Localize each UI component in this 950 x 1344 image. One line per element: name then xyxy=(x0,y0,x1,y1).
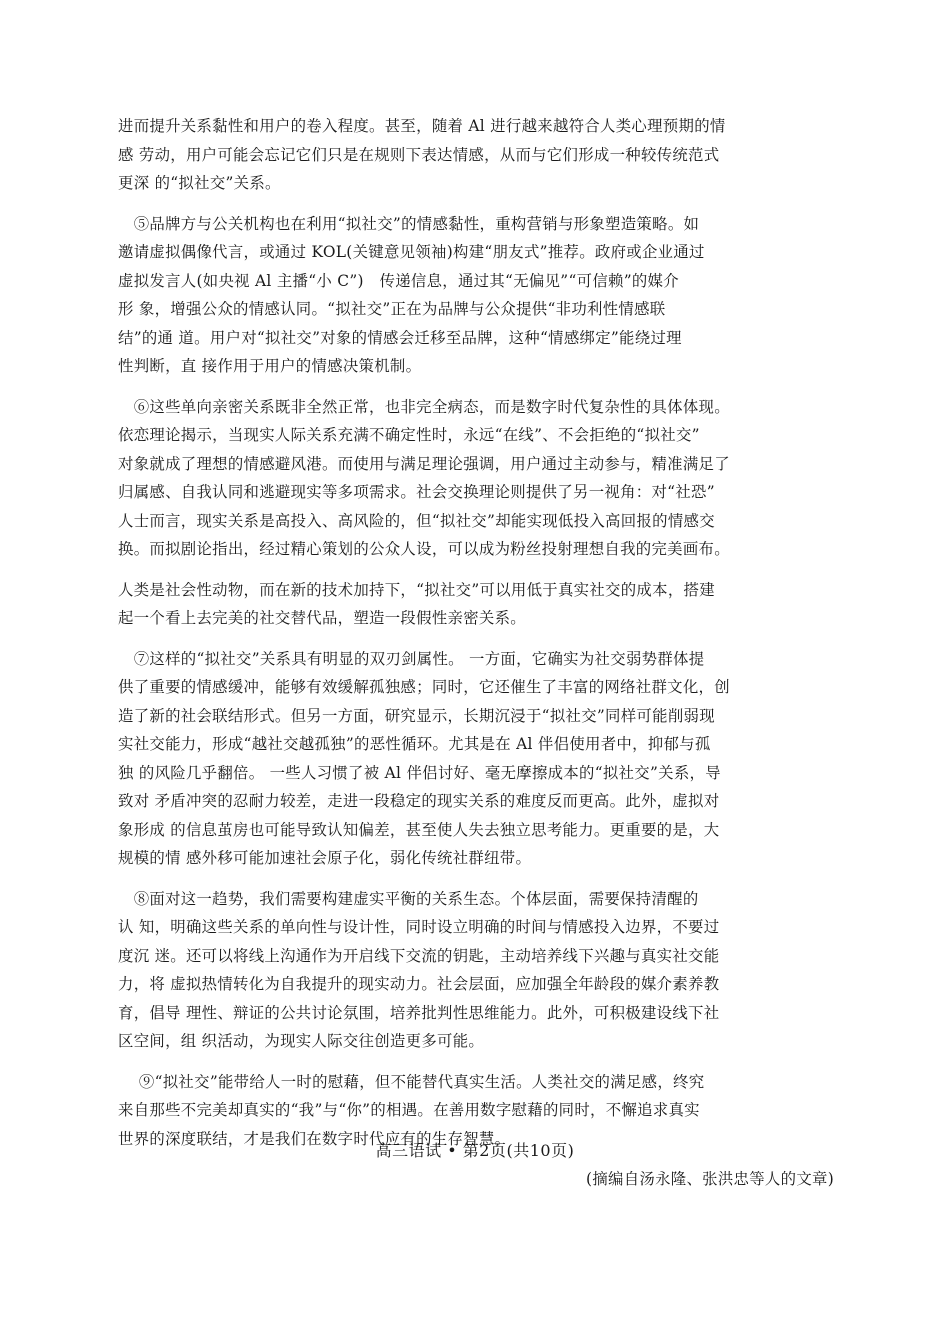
text-line: 形 象，增强公众的情感认同。“拟社交”正在为品牌与公众提供“非功利性情感联 xyxy=(118,300,666,318)
paragraph-4-tail xyxy=(118,112,834,198)
text-line: 独 的风险几乎翻倍。 一些人习惯了被 Al 伴侣讨好、毫无摩擦成本的“拟社交”关系，导 xyxy=(118,763,721,782)
page-footer: 高三语试 • 第2页(共10页) xyxy=(375,1141,575,1160)
text-line: 实社交能力，形成“越社交越孤独”的恶性循环。尤其是在 Al 伴侣使用者中，抑郁与孤 xyxy=(118,735,711,753)
text-line: 感 劳动，用户可能会忘记它们只是在规则下表达情感，从而与它们形成一种较传统范式 xyxy=(118,145,720,164)
paragraph-6-continued xyxy=(118,576,834,633)
text-line: 起一个看上去完美的社交替代品，塑造一段假性亲密关系。 xyxy=(118,609,526,627)
text-line: 世界的深度联结，才是我们在数字时代应有的生存智慧。 xyxy=(118,1129,511,1148)
text-line: 归属感、自我认同和逃避现实等多项需求。社会交换理论则提供了另一视角：对“社恐” xyxy=(118,483,715,501)
text-line: 区空间，组 织活动，为现实人际交往创造更多可能。 xyxy=(118,1032,485,1050)
text-line: ⑧面对这一趋势，我们需要构建虚实平衡的关系生态。个体层面，需要保持清醒的 xyxy=(118,889,699,908)
text-line: 依恋理论揭示，当现实人际关系充满不确定性时，永远“在线”、不会拒绝的“拟社交” xyxy=(118,426,700,444)
paragraph-6 xyxy=(118,393,834,564)
text-line: 换。而拟剧论指出，经过精心策划的公众人设，可以成为粉丝投射理想自我的完美画布。 xyxy=(118,540,730,558)
text-line: 来自那些不完美却真实的“我”与“你”的相遇。在善用数字慰藉的同时，不懈追求真实 xyxy=(118,1101,700,1119)
text-line: 育，倡导 理性、辩证的公共讨论氛围，培养批判性思维能力。此外，可积极建设线下社 xyxy=(118,1003,720,1022)
text-line: ⑦这样的“拟社交”关系具有明显的双刃剑属性。 一方面，它确实为社交弱势群体提 xyxy=(118,649,705,668)
text-line: 规模的情 感外移可能加速社会原子化，弱化传统社群纽带。 xyxy=(118,849,532,867)
text-line: 力，将 虚拟热情转化为自我提升的现实动力。社会层面，应加强全年龄段的媒介素养教 xyxy=(118,975,720,993)
text-line: 认 知，明确这些关系的单向性与设计性，同时设立明确的时间与情感投入边界，不要过 xyxy=(118,918,720,936)
text-line: 象形成 的信息茧房也可能导致认知偏差，甚至使人失去独立思考能力。更重要的是，大 xyxy=(118,820,720,839)
text-line: ⑨“拟社交”能带给人一时的慰藉，但不能替代真实生活。人类社交的满足感，终究 xyxy=(118,1072,705,1091)
text-line: 邀请虚拟偶像代言，或通过 KOL(关键意见领袖)构建“朋友式”推荐。政府或企业通过 xyxy=(118,243,705,261)
text-line: 度沉 迷。还可以将线上沟通作为开启线下交流的钥匙，主动培养线下兴趣与真实社交能 xyxy=(118,946,720,965)
source-attribution: (摘编自汤永隆、张洪忠等人的文章) xyxy=(586,1170,834,1188)
paragraph-5 xyxy=(118,210,834,381)
paragraph-8 xyxy=(118,885,834,1056)
text-line: 更深 的“拟社交”关系。 xyxy=(118,174,281,192)
text-line: 进而提升关系黏性和用户的卷入程度。甚至，随着 Al 进行越来越符合人类心理预期的情 xyxy=(118,117,726,135)
text-line: 造了新的社会联结形式。但另一方面，研究显示，长期沉浸于“拟社交”同样可能削弱现 xyxy=(118,706,715,725)
paragraph-7 xyxy=(118,645,834,873)
text-line: 虚拟发言人(如央视 Al 主播“小 C”) 传递信息，通过其“无偏见”“可信赖”的媒介 xyxy=(118,271,679,290)
text-line: 结”的通 道。用户对“拟社交”对象的情感会迁移至品牌，这种“情感绑定”能绕过理 xyxy=(118,328,682,347)
text-line: 对象就成了理想的情感避风港。而使用与满足理论强调，用户通过主动参与，精准满足了 xyxy=(118,454,730,473)
text-line: ⑤品牌方与公关机构也在利用“拟社交”的情感黏性，重构营销与形象塑造策略。如 xyxy=(118,214,700,233)
text-line: 人士而言，现实关系是高投入、高风险的，但“拟社交”却能实现低投入高回报的情感交 xyxy=(118,511,715,530)
text-line: 供了重要的情感缓冲，能够有效缓解孤独感；同时，它还催生了丰富的网络社群文化，创 xyxy=(118,678,730,696)
text-line: ⑥这些单向亲密关系既非全然正常，也非完全病态，而是数字时代复杂性的具体体现。 xyxy=(118,397,730,416)
text-line: 人类是社会性动物，而在新的技术加持下，“拟社交”可以用低于真实社交的成本，搭建 xyxy=(118,580,715,599)
text-line: 致对 矛盾冲突的忍耐力较差，走进一段稳定的现实关系的难度反而更高。此外，虚拟对 xyxy=(118,792,720,810)
text-line: 性判断，直 接作用于用户的情感决策机制。 xyxy=(118,357,422,375)
article-body xyxy=(118,112,834,1193)
